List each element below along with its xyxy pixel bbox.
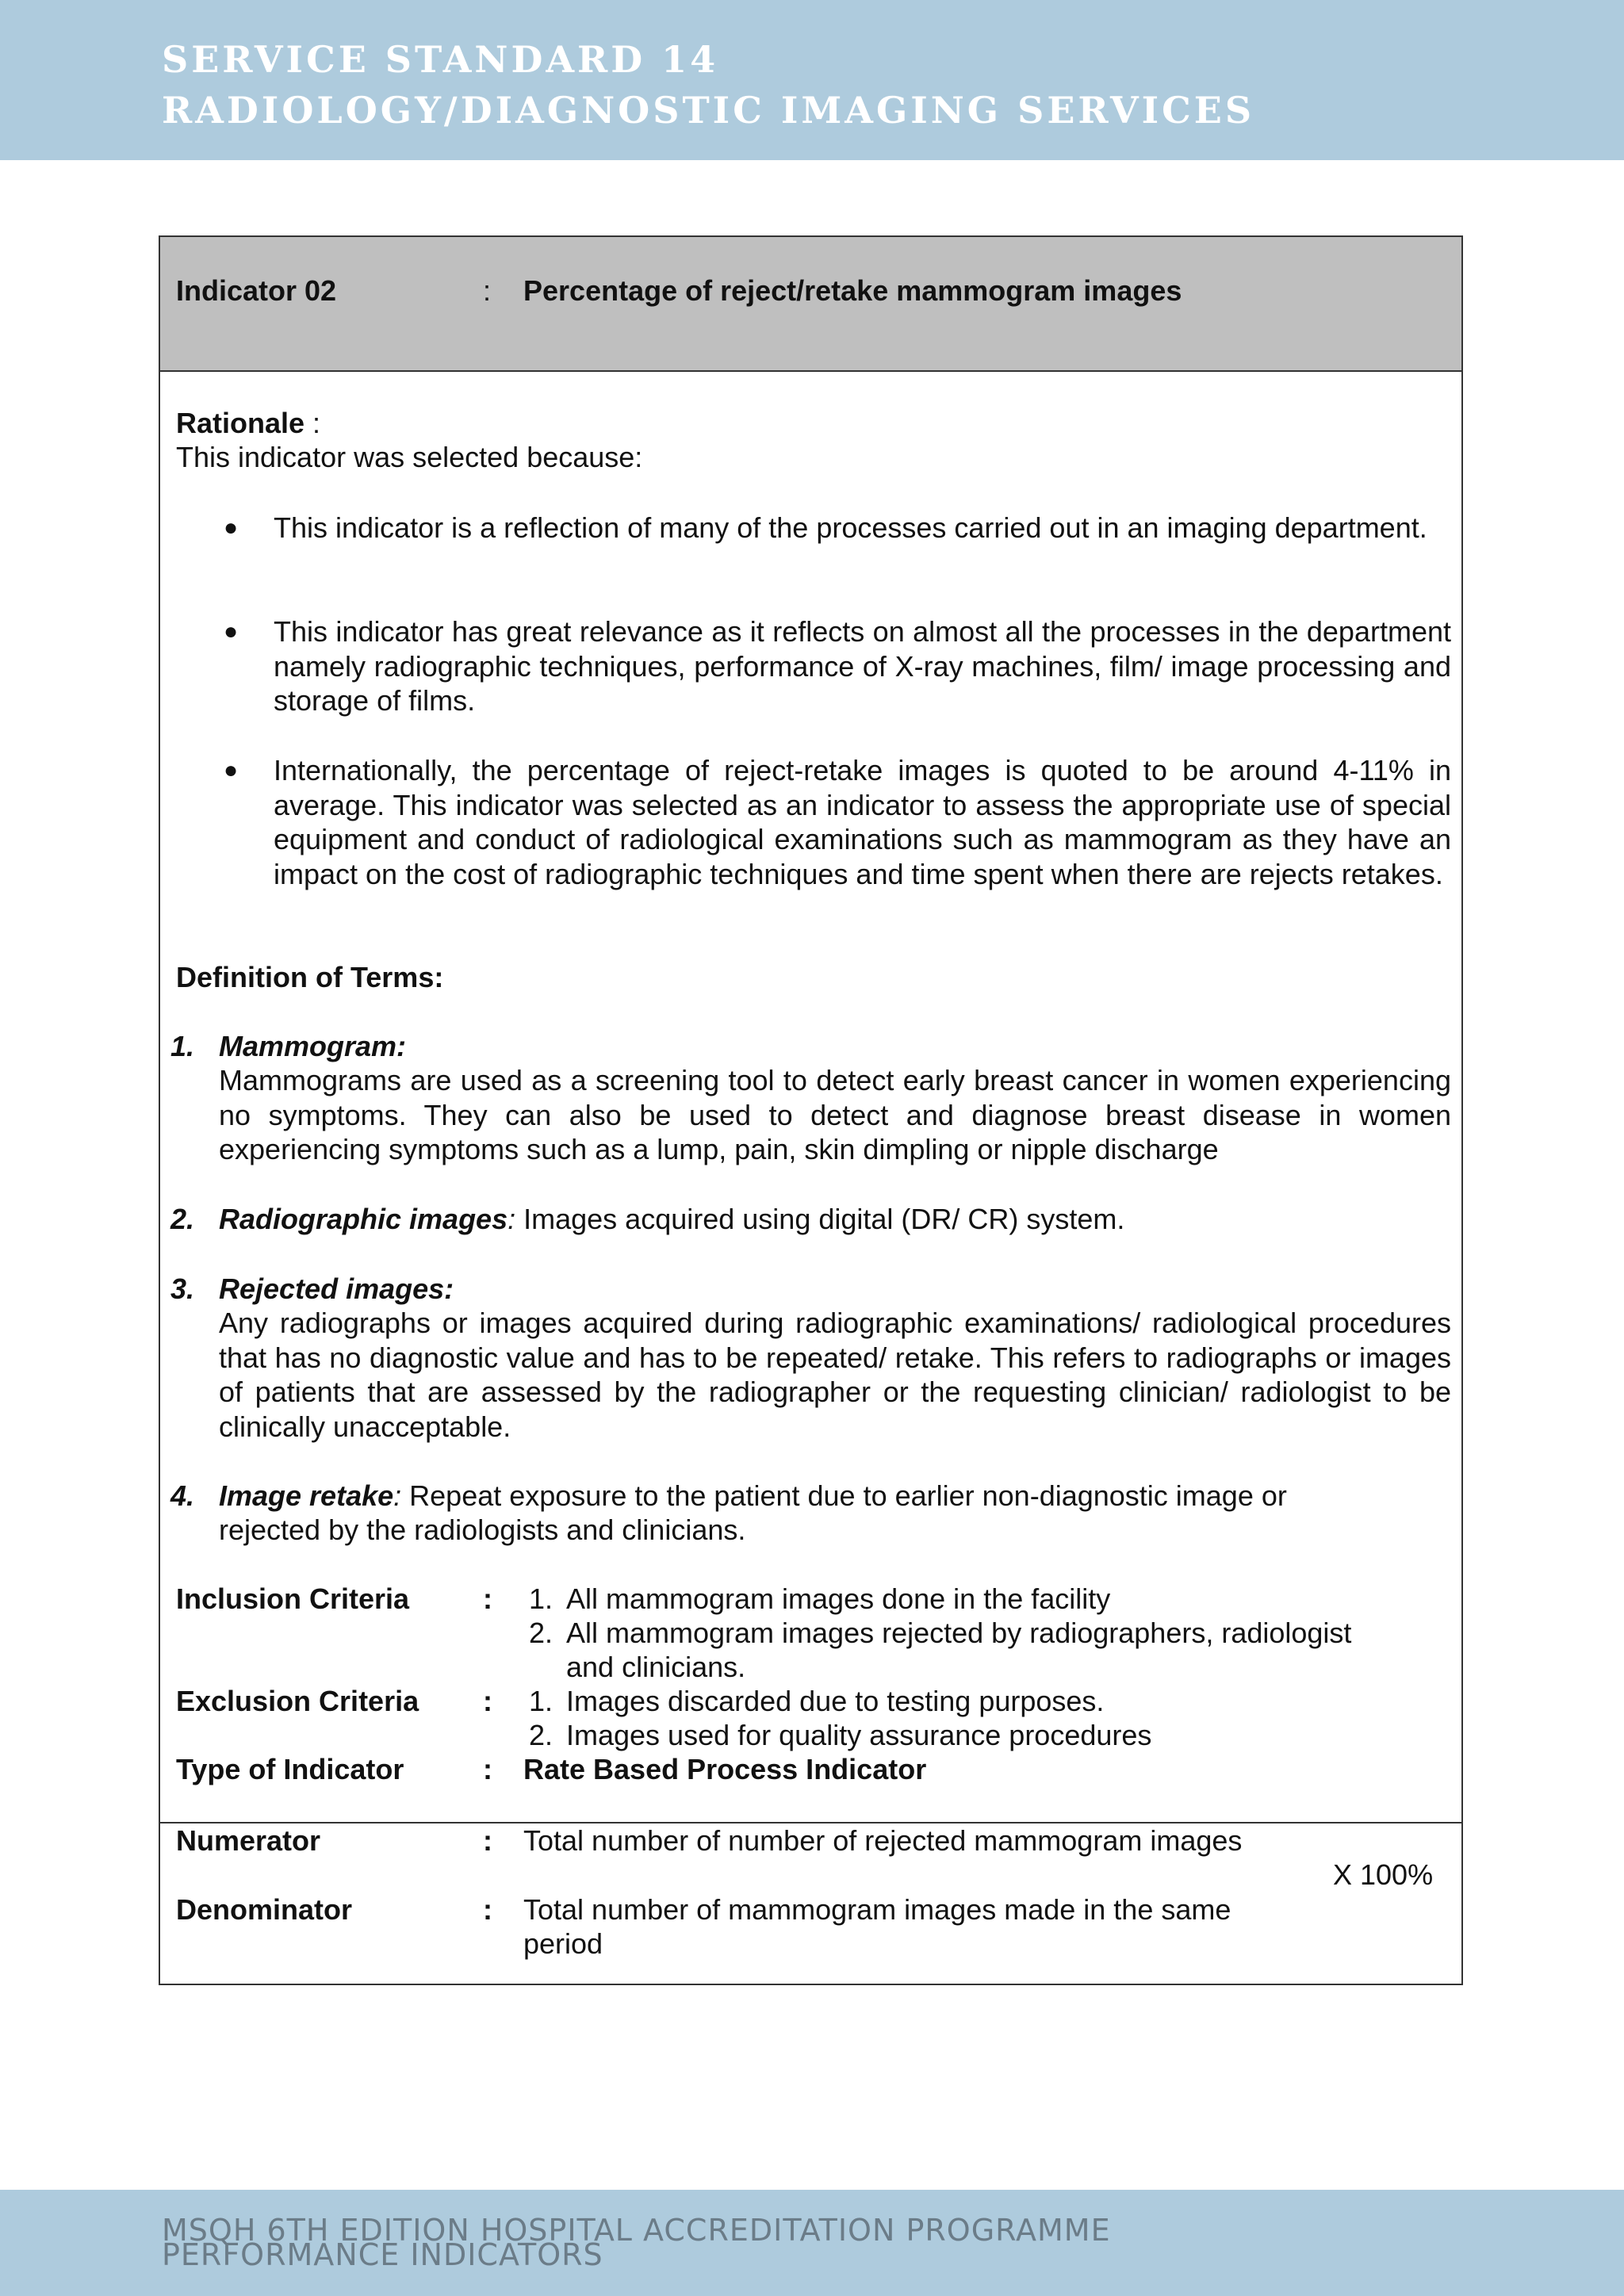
exclusion-item-number: 2. bbox=[529, 1719, 553, 1751]
definition-text-mammogram: Mammograms are used as a screening tool to detect early breast cancer in women experiencing no symptoms. They can also be used to detect and diagnose breast disease in women experiencing symptoms such as a lump, pain, skin dimpling or nipple discharge bbox=[219, 1064, 1451, 1165]
exclusion-criteria-label: Exclusion Criteria bbox=[176, 1685, 419, 1717]
definition-image-retake bbox=[219, 1479, 1287, 1513]
definitions-heading: Definition of Terms: bbox=[176, 961, 444, 993]
rationale-colon: : bbox=[304, 407, 321, 439]
exclusion-item-2: Images used for quality assurance procedures bbox=[566, 1719, 1152, 1751]
definition-number-3: 3. bbox=[170, 1272, 195, 1305]
bullet-dot: ● bbox=[224, 515, 239, 541]
formula-multiplier: X 100% bbox=[1333, 1858, 1434, 1891]
criteria-colon: : bbox=[483, 1685, 492, 1717]
inclusion-item-2-cont: and clinicians. bbox=[566, 1651, 746, 1683]
criteria-colon: : bbox=[483, 1753, 492, 1785]
denominator-label: Denominator bbox=[176, 1893, 353, 1926]
definition-radiographic-images bbox=[219, 1202, 1124, 1236]
indicator-title: Percentage of reject/retake mammogram images bbox=[523, 274, 1182, 307]
criteria-colon: : bbox=[483, 1582, 492, 1615]
inclusion-item-number: 1. bbox=[529, 1582, 553, 1615]
page-footer bbox=[0, 2190, 1624, 2296]
definition-text-rejected: Any radiographs or images acquired during radiographic examinations/ radiological procedures that has no diagnostic value and has to be repeated/ retake. This refers to radiographs or images of patients that are assessed by the radiographer or the requesting clinician/ radiologist to be clinically unacceptable. bbox=[219, 1307, 1451, 1443]
rationale-intro: This indicator was selected because: bbox=[176, 441, 643, 473]
header-standard-title: SERVICE STANDARD 14 bbox=[162, 38, 719, 81]
inclusion-item-1: All mammogram images done in the facility bbox=[566, 1582, 1111, 1615]
inclusion-item-number: 2. bbox=[529, 1617, 553, 1649]
exclusion-item-number: 1. bbox=[529, 1685, 553, 1717]
page-header bbox=[0, 0, 1624, 160]
definition-sep: : bbox=[508, 1203, 516, 1235]
indicator-label: Indicator 02 bbox=[176, 274, 337, 307]
type-of-indicator-label: Type of Indicator bbox=[176, 1753, 404, 1785]
definition-term-radiographic: Radiographic images bbox=[219, 1203, 508, 1235]
definition-term-rejected: Rejected images: bbox=[219, 1272, 454, 1305]
exclusion-item-1: Images discarded due to testing purposes. bbox=[566, 1685, 1105, 1717]
indicator-header-row bbox=[160, 237, 1461, 372]
inclusion-criteria-label: Inclusion Criteria bbox=[176, 1582, 410, 1615]
definition-sep: : bbox=[393, 1479, 402, 1512]
header-service-title: RADIOLOGY/DIAGNOSTIC IMAGING SERVICES bbox=[162, 89, 1255, 132]
footer-subtitle: PERFORMANCE INDICATORS bbox=[162, 2237, 603, 2272]
denominator-text: Total number of mammogram images made in the same bbox=[523, 1893, 1231, 1926]
bullet-dot: ● bbox=[224, 757, 239, 783]
definition-number-1: 1. bbox=[170, 1030, 195, 1062]
criteria-colon: : bbox=[483, 1893, 492, 1926]
numerator-text: Total number of number of rejected mammogram images bbox=[523, 1824, 1243, 1857]
type-of-indicator-value: Rate Based Process Indicator bbox=[523, 1753, 927, 1785]
definition-text-retake: Repeat exposure to the patient due to earlier non-diagnostic image or bbox=[401, 1479, 1287, 1512]
rationale-bullet-2: This indicator has great relevance as it reflects on almost all the processes in the department namely radiographic techniques, performance of X-ray machines, film/ image processing and storage of films. bbox=[274, 615, 1451, 717]
definition-number-4: 4. bbox=[170, 1479, 195, 1512]
denominator-text-cont: period bbox=[523, 1927, 603, 1960]
rationale-heading-line bbox=[176, 406, 320, 440]
numerator-label: Numerator bbox=[176, 1824, 321, 1857]
footer-programme: MSQH 6TH EDITION HOSPITAL ACCREDITATION PROGRAMME bbox=[162, 2213, 1111, 2248]
rationale-heading: Rationale bbox=[176, 407, 305, 439]
bullet-dot: ● bbox=[224, 618, 239, 645]
definition-term-retake: Image retake bbox=[219, 1479, 394, 1512]
definition-text-radiographic: Images acquired using digital (DR/ CR) system. bbox=[515, 1203, 1125, 1235]
indicator-colon: : bbox=[483, 274, 492, 307]
criteria-colon: : bbox=[483, 1824, 492, 1857]
rationale-bullet-1: This indicator is a reflection of many of the processes carried out in an imaging department. bbox=[274, 511, 1427, 544]
definition-text-retake-cont: rejected by the radiologists and clinicians. bbox=[219, 1513, 746, 1546]
definition-term-mammogram: Mammogram: bbox=[219, 1030, 407, 1062]
inclusion-item-2: All mammogram images rejected by radiographers, radiologist bbox=[566, 1617, 1352, 1649]
rationale-bullet-3: Internationally, the percentage of reject-retake images is quoted to be around 4-11% in average. This indicator was selected as an indicator to assess the appropriate use of special equipment and conduct of radiological examinations such as mammogram as they have an impact on the cost of radiographic techniques and time spent when there are rejects retakes. bbox=[274, 754, 1451, 890]
indicator-table bbox=[159, 235, 1463, 1985]
definition-number-2: 2. bbox=[170, 1203, 195, 1235]
